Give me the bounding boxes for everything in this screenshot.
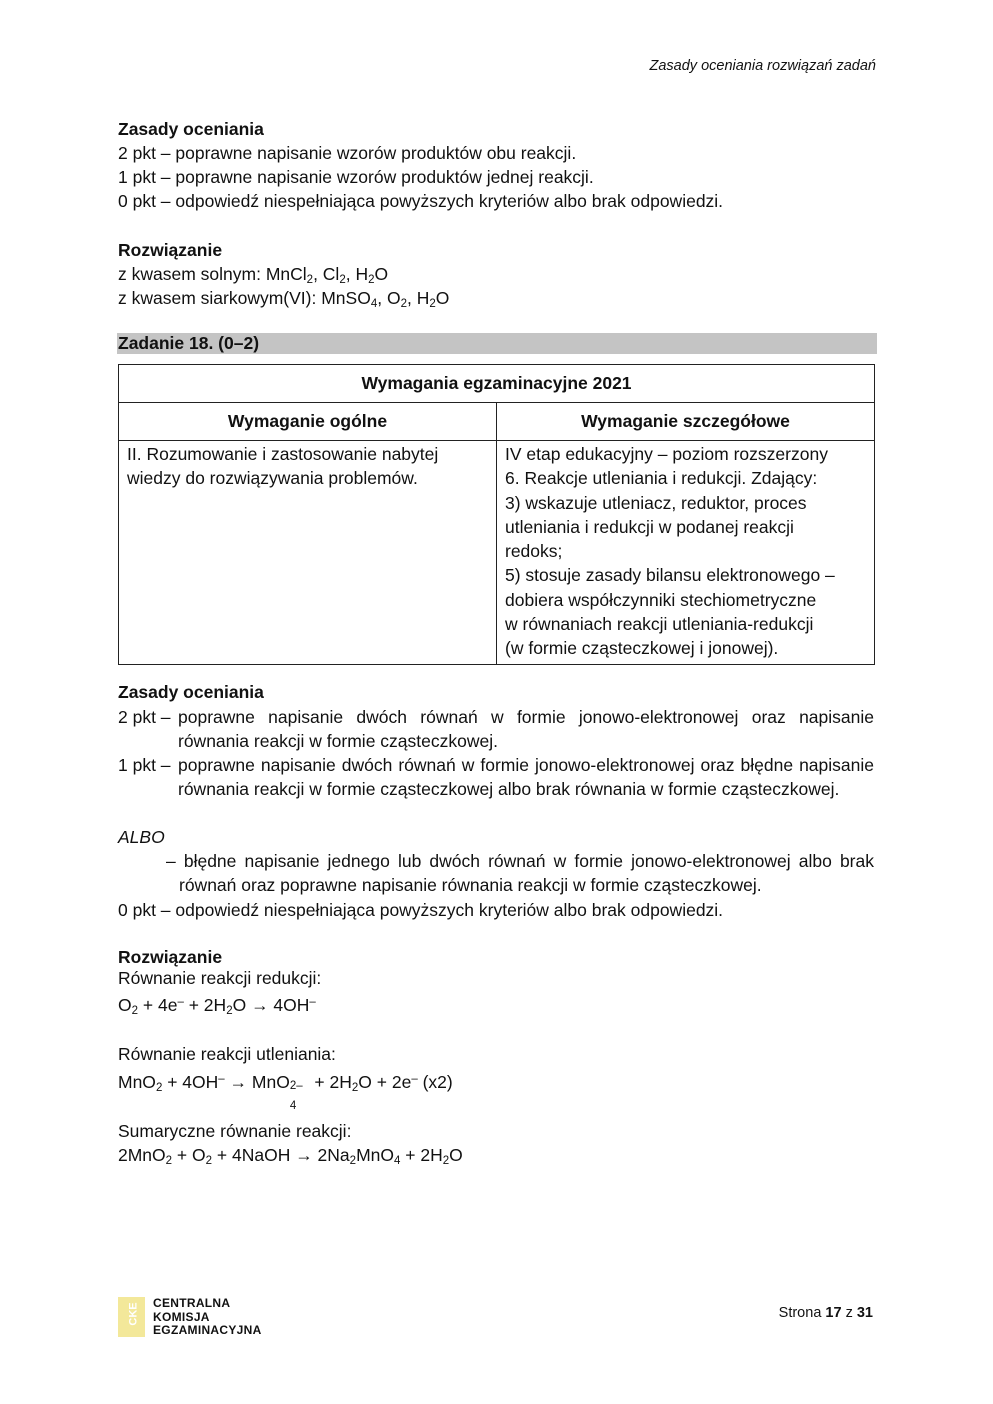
table-caption: Wymagania egzaminacyjne 2021 xyxy=(119,365,875,403)
scoring-line: 0 pkt – odpowiedź niespełniająca powyższych kryteriów albo brak odpowiedzi. xyxy=(118,191,724,211)
detailed-line: utleniania i redukcji w podanej reakcji xyxy=(505,516,794,537)
general-line: wiedzy do rozwiązywania problemów. xyxy=(127,468,418,489)
cke-logo xyxy=(118,1297,262,1338)
detailed-requirement-cell xyxy=(497,441,875,665)
scoring-title: Zasady oceniania xyxy=(118,682,264,702)
detailed-line: redoks; xyxy=(505,541,563,562)
requirements-table xyxy=(118,364,875,665)
scoring-1pkt: 1 pkt – poprawne napisanie dwóch równań w formie jonowo-elektronowej oraz błędne napisanie równania reakcji w formie cząsteczkowej albo brak równania w formie cząsteczkowej. xyxy=(118,755,874,799)
scoring-title: Zasady oceniania xyxy=(118,119,264,139)
solution-line-hcl: z kwasem solnym: MnCl$_2$, $Cl_2$, $H_2O$ xyxy=(118,264,389,286)
reduction-equation: $O_2 + 4e^- + 2H_2O \to 4OH^-$ xyxy=(118,995,316,1017)
solution-line-h2so4: z kwasem siarkowym(VI): MnSO$_4$, $O_2$, $H_2O$ xyxy=(118,288,450,310)
detailed-line: dobiera współczynniki stechiometryczne xyxy=(505,589,817,610)
solution-title: Rozwiązanie xyxy=(118,947,223,967)
col-general-header: Wymaganie ogólne xyxy=(119,403,497,441)
summary-label: Sumaryczne równanie reakcji: xyxy=(118,1121,352,1141)
task-title: Zadanie 18. (0–2) xyxy=(117,333,877,354)
scoring-line: 2 pkt – poprawne napisanie wzorów produktów obu reakcji. xyxy=(118,143,577,163)
detailed-line: 3) wskazuje utleniacz, reduktor, proces xyxy=(505,492,807,513)
scoring-alt: – błędne napisanie jednego lub dwóch równań w formie jonowo-elektronowej albo brak równań oraz poprawne napisanie równania reakcji w formie cząsteczkowej. xyxy=(166,851,874,895)
scoring-2pkt: 2 pkt – poprawne napisanie dwóch równań w formie jonowo-elektronowej oraz napisanie równania reakcji w formie cząsteczkowej. xyxy=(118,707,874,751)
general-line: II. Rozumowanie i zastosowanie nabytej xyxy=(127,444,439,464)
detailed-line: w równaniach reakcji utleniania-redukcji xyxy=(505,614,814,635)
scoring-0pkt: 0 pkt – odpowiedź niespełniająca powyższych kryteriów albo brak odpowiedzi. xyxy=(118,900,724,920)
reduction-label: Równanie reakcji redukcji: xyxy=(118,968,322,988)
detailed-line: IV etap edukacyjny – poziom rozszerzony xyxy=(505,444,828,464)
detailed-line: 5) stosuje zasady bilansu elektronowego – xyxy=(505,565,835,586)
oxidation-equation: MnO$_2$ + 4OH– → MnO 2– 4 + $2H_2O + 2e^-$ (x2) xyxy=(118,1072,453,1112)
summary-equation: $2MnO_2 + O_2$ + 4NaOH → $2Na_2MnO_4 + 2H_2O$ xyxy=(118,1145,463,1167)
detailed-line: 6. Reakcje utleniania i redukcji. Zdający: xyxy=(505,468,818,489)
running-header: Zasady oceniania rozwiązań zadań xyxy=(649,58,876,74)
logo-line: CENTRALNA xyxy=(153,1296,231,1310)
page-number: Strona 17 z 31 xyxy=(778,1305,873,1321)
logo-line: KOMISJA xyxy=(153,1309,210,1324)
col-detailed-header: Wymaganie szczegółowe xyxy=(497,403,875,441)
cke-logo-mark: CKE xyxy=(118,1297,145,1337)
oxidation-label: Równanie reakcji utleniania: xyxy=(118,1044,336,1064)
solution-title: Rozwiązanie xyxy=(118,240,223,260)
logo-line: EGZAMINACYJNA xyxy=(153,1323,262,1337)
detailed-line: (w formie cząsteczkowej i jonowej). xyxy=(505,638,779,659)
scoring-line: 1 pkt – poprawne napisanie wzorów produktów jednej reakcji. xyxy=(118,167,594,187)
general-requirement-cell xyxy=(119,441,497,665)
albo-label: ALBO xyxy=(118,827,165,847)
